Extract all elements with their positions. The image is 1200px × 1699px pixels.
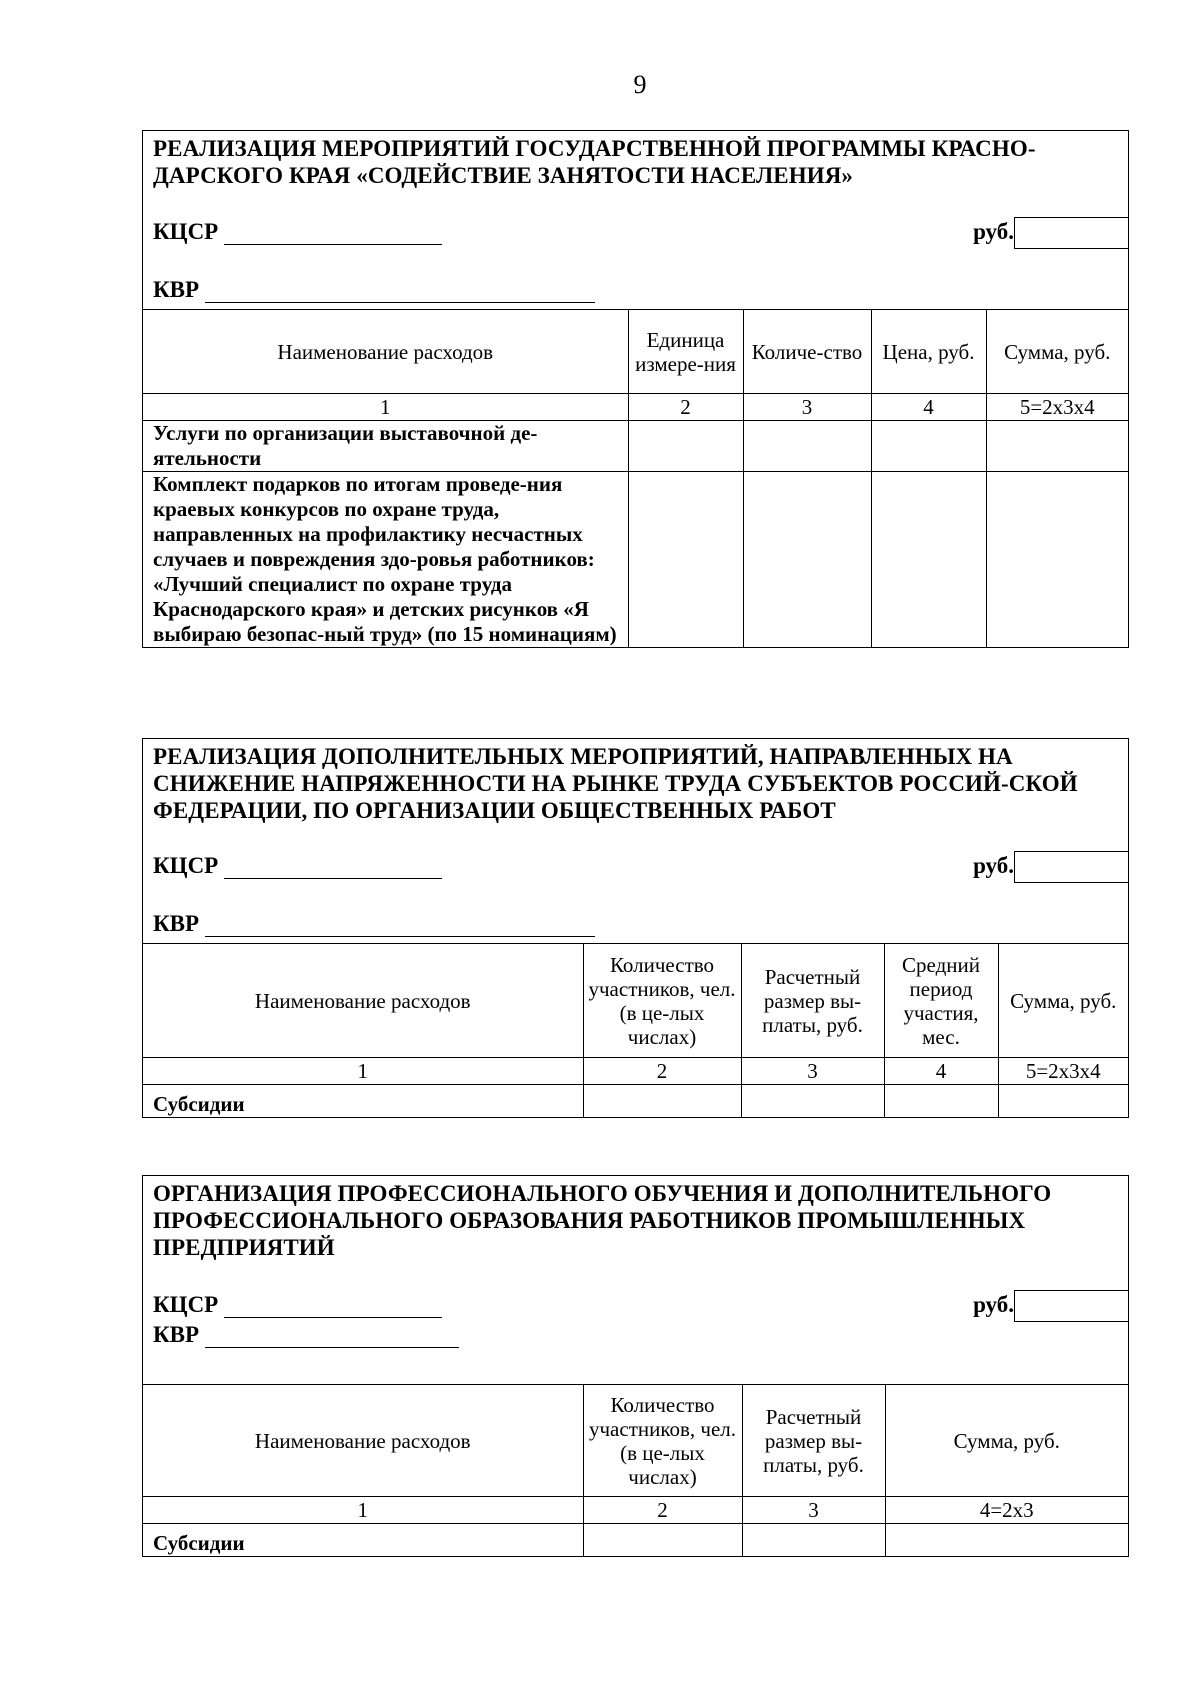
table-row [143, 1524, 1128, 1556]
column-number: 5=2х3х4 [986, 394, 1128, 421]
empty-cell[interactable] [742, 1524, 885, 1556]
kcsr-input-line[interactable] [224, 1297, 442, 1318]
kcsr-field [153, 853, 442, 879]
empty-cell[interactable] [628, 421, 743, 472]
kvr-label: КВР [153, 1322, 200, 1347]
column-numbers-row [143, 1058, 1128, 1085]
kvr-field [153, 277, 595, 303]
rub-label: руб. [973, 219, 1014, 244]
column-number: 4 [871, 394, 986, 421]
empty-cell[interactable] [743, 421, 871, 472]
kvr-label: КВР [153, 911, 200, 936]
rub-label: руб. [973, 1292, 1014, 1317]
table-header-row [143, 310, 1128, 394]
column-header: Сумма, руб. [986, 310, 1128, 394]
column-number: 2 [628, 394, 743, 421]
section-header [143, 131, 1128, 309]
kcsr-label: КЦСР [153, 853, 219, 878]
expense-name: Услуги по организации выставочной де-ятельности [143, 421, 628, 472]
expense-name: Субсидии [143, 1524, 583, 1556]
expense-name: Субсидии [143, 1085, 583, 1117]
empty-cell[interactable] [885, 1524, 1128, 1556]
column-number: 2 [583, 1497, 742, 1524]
empty-cell[interactable] [743, 472, 871, 648]
section-title: ОРГАНИЗАЦИЯ ПРОФЕССИОНАЛЬНОГО ОБУЧЕНИЯ И ДОПОЛНИТЕЛЬНОГО ПРОФЕССИОНАЛЬНОГО ОБРАЗОВАНИЯ РАБОТНИКОВ ПРОМЫШЛЕННЫХ ПРЕДПРИЯТИЙ [153, 1181, 1052, 1260]
column-header: Расчетный размер вы-платы, руб. [742, 1385, 885, 1497]
expenses-table [143, 309, 1128, 647]
section-public-works [142, 738, 1129, 1118]
column-header: Цена, руб. [871, 310, 986, 394]
column-number: 1 [143, 394, 628, 421]
column-number: 3 [743, 394, 871, 421]
table-header-row [143, 944, 1128, 1058]
column-header: Количество участников, чел. (в це-лых числах) [583, 944, 741, 1058]
empty-cell[interactable] [986, 421, 1128, 472]
column-header: Наименование расходов [143, 944, 583, 1058]
empty-cell[interactable] [628, 472, 743, 648]
kvr-input-line[interactable] [205, 282, 595, 303]
column-number: 5=2х3х4 [998, 1058, 1128, 1085]
table-row [143, 472, 1128, 648]
expenses-table [143, 1384, 1128, 1556]
kcsr-input-line[interactable] [224, 224, 442, 245]
column-number: 3 [742, 1497, 885, 1524]
empty-cell[interactable] [986, 472, 1128, 648]
rub-value-box[interactable] [1014, 217, 1128, 249]
empty-cell[interactable] [741, 1085, 884, 1117]
empty-cell[interactable] [583, 1524, 742, 1556]
column-header: Единица измере-ния [628, 310, 743, 394]
page-number: 9 [633, 70, 647, 99]
empty-cell[interactable] [884, 1085, 998, 1117]
section-title: РЕАЛИЗАЦИЯ ДОПОЛНИТЕЛЬНЫХ МЕРОПРИЯТИЙ, НАПРАВЛЕННЫХ НА СНИЖЕНИЕ НАПРЯЖЕННОСТИ НА РЫНКЕ ТРУДА СУБЪЕКТОВ РОССИЙ-СКОЙ ФЕДЕРАЦИИ, ПО ОРГАНИЗАЦИИ ОБЩЕСТВЕННЫХ РАБОТ [153, 744, 1078, 823]
empty-cell[interactable] [871, 472, 986, 648]
kcsr-label: КЦСР [153, 1292, 219, 1317]
column-header: Наименование расходов [143, 1385, 583, 1497]
column-header: Наименование расходов [143, 310, 628, 394]
column-number: 3 [741, 1058, 884, 1085]
rub-value-box[interactable] [1014, 1290, 1128, 1322]
kvr-input-line[interactable] [205, 1327, 459, 1348]
kcsr-field [153, 1292, 442, 1318]
column-numbers-row [143, 1497, 1128, 1524]
table-row [143, 1085, 1128, 1117]
column-number: 1 [143, 1058, 583, 1085]
expenses-table [143, 943, 1128, 1117]
column-number: 4 [884, 1058, 998, 1085]
rub-value-box[interactable] [1014, 851, 1128, 883]
rub-label: руб. [973, 853, 1014, 878]
column-header: Расчетный размер вы-платы, руб. [741, 944, 884, 1058]
section-professional-training [142, 1175, 1129, 1557]
section-header [143, 739, 1128, 943]
expense-name: Комплект подарков по итогам проведе-ния краевых конкурсов по охране труда, направленных на профилактику несчастных случаев и повреждения здо-ровья работников: «Лучший специалист по охране труда Краснодарского края» и детских рисунков «Я выбираю безопас-ный труд» (по 15 номинациям) [143, 472, 628, 648]
kcsr-input-line[interactable] [224, 858, 442, 879]
column-header: Сумма, руб. [885, 1385, 1128, 1497]
column-header: Количе-ство [743, 310, 871, 394]
kvr-field [153, 1322, 459, 1348]
column-header: Средний период участия, мес. [884, 944, 998, 1058]
column-header: Количество участников, чел. (в це-лых числах) [583, 1385, 742, 1497]
column-numbers-row [143, 394, 1128, 421]
kcsr-field [153, 219, 442, 245]
empty-cell[interactable] [871, 421, 986, 472]
column-number: 1 [143, 1497, 583, 1524]
table-row [143, 421, 1128, 472]
column-number: 2 [583, 1058, 741, 1085]
section-state-program [142, 130, 1129, 648]
column-number: 4=2х3 [885, 1497, 1128, 1524]
kvr-label: КВР [153, 277, 200, 302]
kvr-input-line[interactable] [205, 916, 595, 937]
kcsr-label: КЦСР [153, 219, 219, 244]
section-header [143, 1176, 1128, 1384]
column-header: Сумма, руб. [998, 944, 1128, 1058]
kvr-field [153, 911, 595, 937]
table-header-row [143, 1385, 1128, 1497]
empty-cell[interactable] [998, 1085, 1128, 1117]
empty-cell[interactable] [583, 1085, 741, 1117]
section-title: РЕАЛИЗАЦИЯ МЕРОПРИЯТИЙ ГОСУДАРСТВЕННОЙ ПРОГРАММЫ КРАСНО-ДАРСКОГО КРАЯ «СОДЕЙСТВИЕ ЗАНЯТОСТИ НАСЕЛЕНИЯ» [153, 136, 1036, 188]
